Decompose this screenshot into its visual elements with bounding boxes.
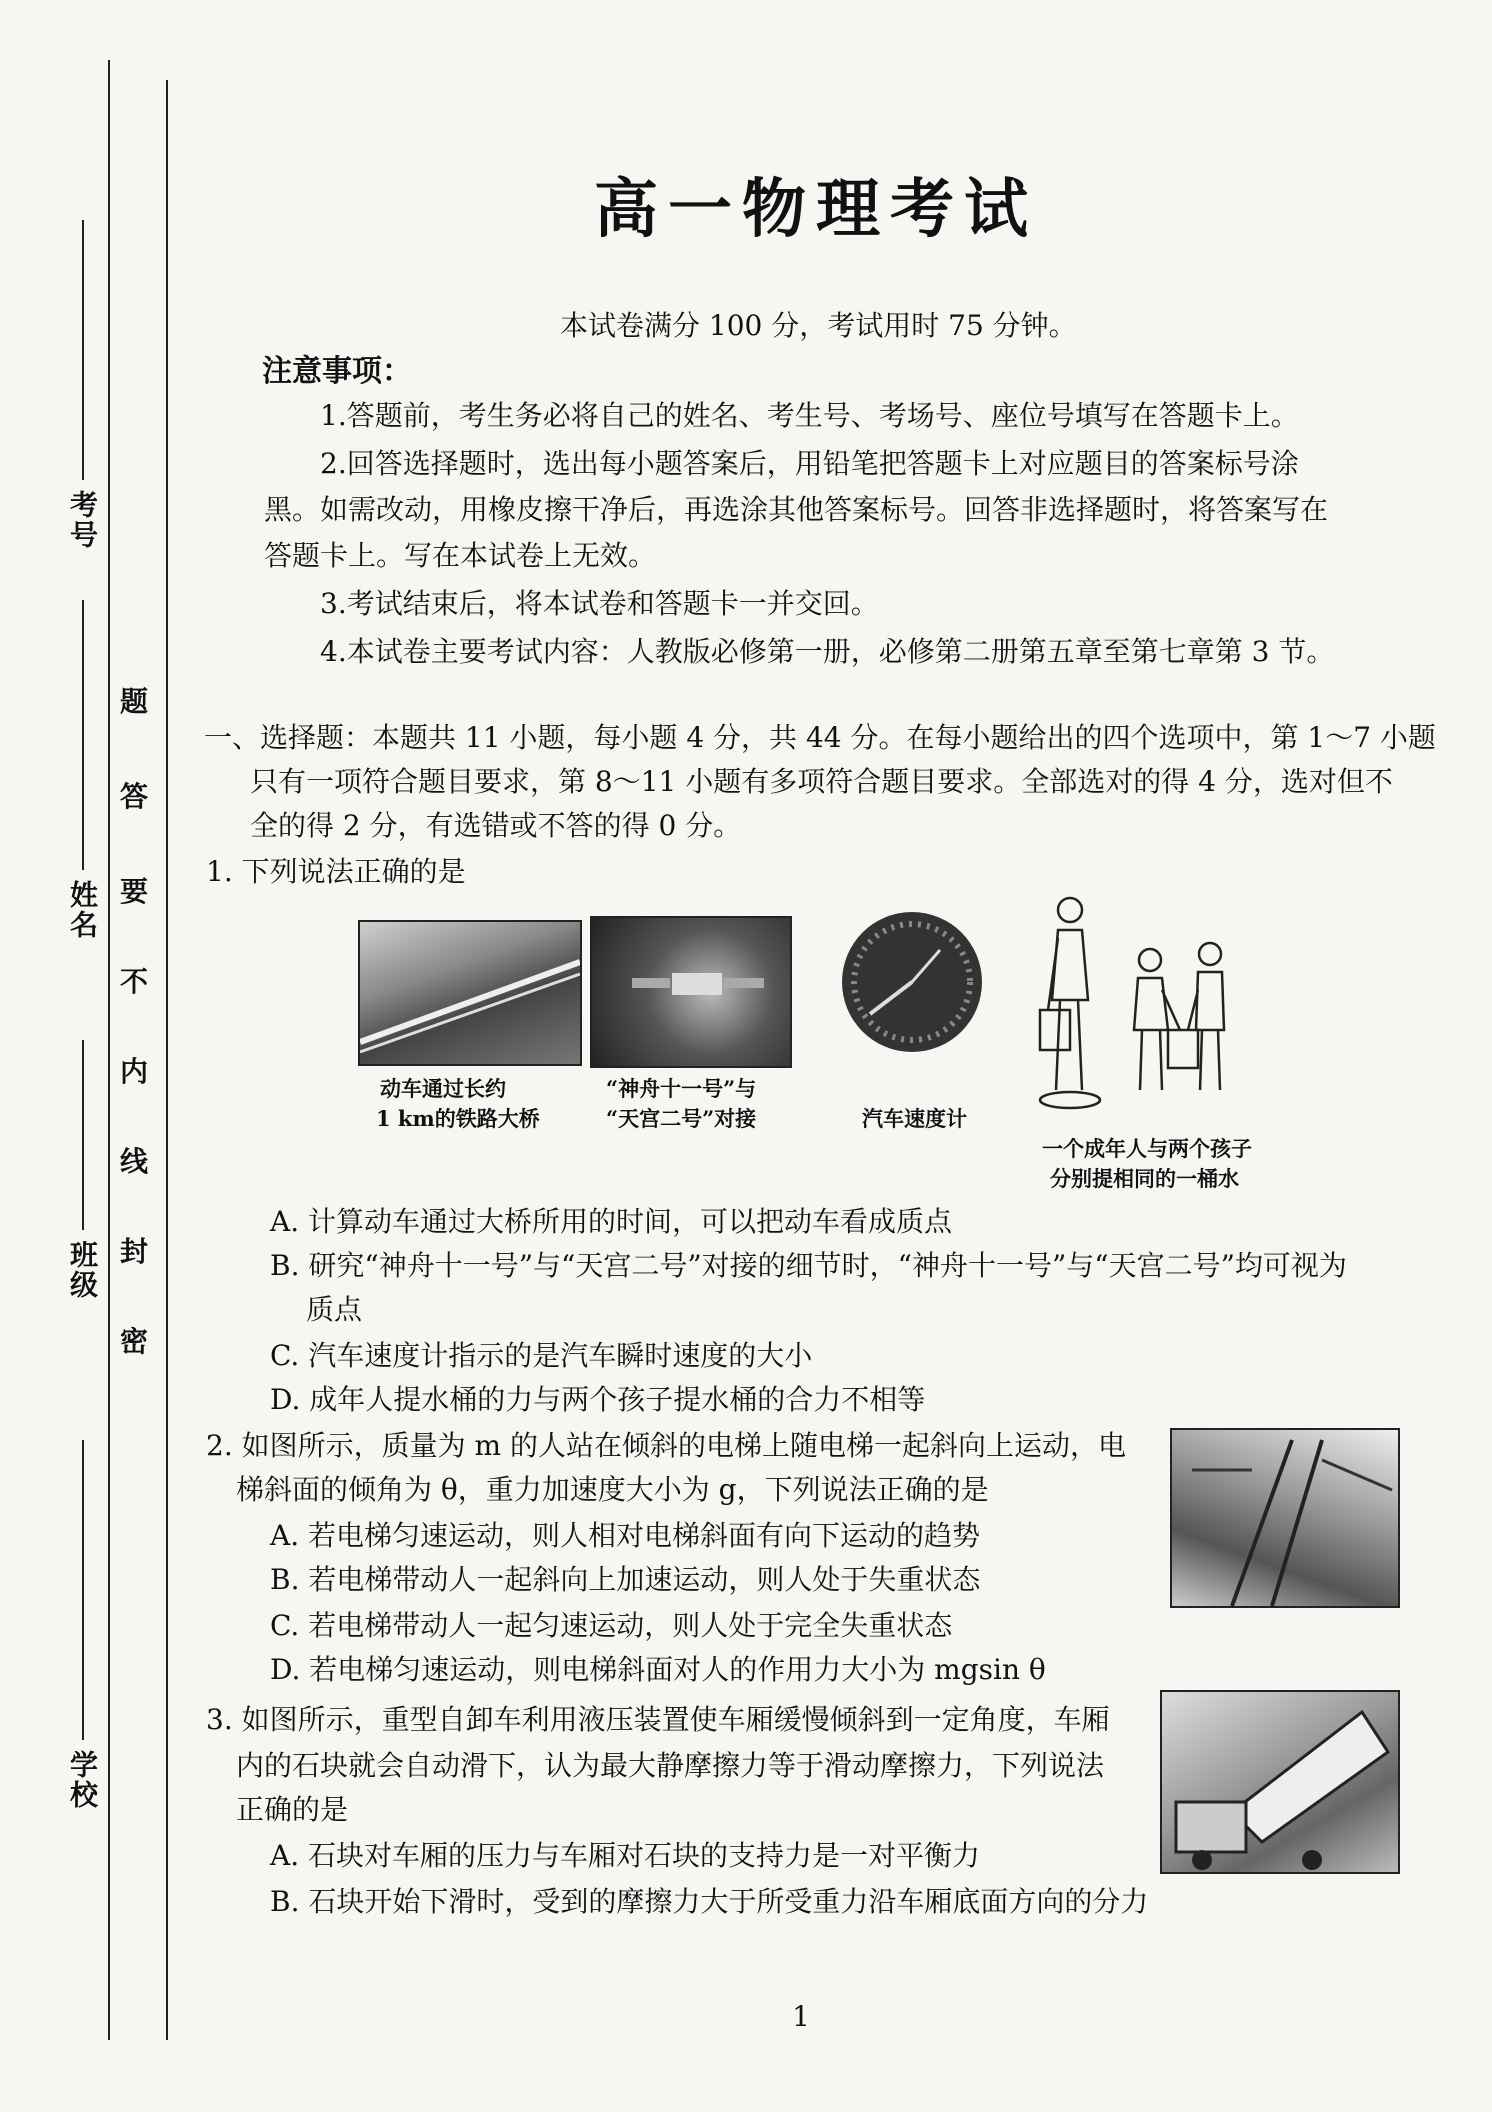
notes-heading: 注意事项： — [262, 354, 412, 389]
bullet-train-bridge-photo — [358, 920, 582, 1066]
q3-stem-cont: 正确的是 — [236, 1793, 349, 1826]
speedometer-image — [840, 910, 984, 1054]
label-xuexiao: 学校 — [66, 1750, 99, 1810]
note-line: 答题卡上。写在本试卷上无效。 — [264, 539, 657, 572]
q3-stem: 3. 如图所示，重型自卸车利用液压装置使车厢缓慢倾斜到一定角度，车厢 — [206, 1703, 1110, 1736]
q1-option-b: B. 研究“神舟十一号”与“天宫二号”对接的细节时，“神舟十一号”与“天宫二号”均可视为 — [270, 1249, 1347, 1282]
q2-option-d: D. 若电梯匀速运动，则电梯斜面对人的作用力大小为 mgsin θ — [270, 1653, 1046, 1686]
spacecraft-docking-photo — [590, 916, 792, 1068]
seal-char: 内 — [119, 1055, 148, 1088]
seal-char: 密 — [119, 1325, 148, 1358]
note-line: 3.考试结束后，将本试卷和答题卡一并交回。 — [320, 587, 879, 620]
caption-speedometer: 汽车速度计 — [862, 1106, 967, 1131]
speedometer-icon — [840, 910, 984, 1054]
blank-xuexiao — [82, 1440, 84, 1740]
q1-stem: 1. 下列说法正确的是 — [206, 855, 466, 888]
people-icon — [1030, 890, 1260, 1120]
q1-option-c: C. 汽车速度计指示的是汽车瞬时速度的大小 — [270, 1339, 813, 1372]
note-line: 黑。如需改动，用橡皮擦干净后，再选涂其他答案标号。回答非选择题时，将答案写在 — [264, 493, 1329, 526]
q3-option-b: B. 石块开始下滑时，受到的摩擦力大于所受重力沿车厢底面方向的分力 — [270, 1885, 1149, 1918]
q1-option-d: D. 成年人提水桶的力与两个孩子提水桶的合力不相等 — [270, 1383, 926, 1416]
bridge-icon — [360, 922, 580, 1064]
blank-banji — [82, 1040, 84, 1230]
escalator-photo — [1170, 1428, 1400, 1608]
caption-train-2: 1 km的铁路大桥 — [376, 1106, 540, 1131]
page-number: 1 — [792, 2000, 810, 2033]
caption-people-2: 分别提相同的一桶水 — [1050, 1166, 1239, 1191]
seal-char: 题 — [119, 685, 148, 718]
seal-char: 答 — [119, 780, 148, 813]
dump-truck-photo — [1160, 1690, 1400, 1874]
q1-option-b-cont: 质点 — [306, 1293, 363, 1326]
q3-option-a: A. 石块对车厢的压力与车厢对石块的支持力是一对平衡力 — [270, 1839, 981, 1872]
note-line: 4.本试卷主要考试内容：人教版必修第一册，必修第二册第五章至第七章第 3 节。 — [320, 635, 1335, 668]
label-xingming: 姓名 — [66, 880, 99, 940]
q2-option-c: C. 若电梯带动人一起匀速运动，则人处于完全失重状态 — [270, 1609, 953, 1642]
caption-docking-1: “神舟十一号”与 — [606, 1076, 757, 1101]
note-line: 2.回答选择题时，选出每小题答案后，用铅笔把答题卡上对应题目的答案标号涂 — [320, 447, 1299, 480]
section-instructions: 只有一项符合题目要求，第 8～11 小题有多项符合题目要求。全部选对的得 4 分，选对但不 — [250, 765, 1393, 798]
exam-subtitle: 本试卷满分 100 分，考试用时 75 分钟。 — [560, 309, 1077, 342]
section-instructions: 全的得 2 分，有选错或不答的得 0 分。 — [250, 809, 742, 842]
people-carrying-bucket-image — [1030, 890, 1260, 1120]
note-line: 1.答题前，考生务必将自己的姓名、考生号、考场号、座位号填写在答题卡上。 — [320, 399, 1299, 432]
seal-char: 要 — [119, 875, 148, 908]
caption-train-1: 动车通过长约 — [380, 1076, 506, 1101]
blank-kaohao — [82, 220, 84, 480]
label-banji: 班级 — [66, 1240, 99, 1300]
margin-line-outer — [108, 60, 110, 2040]
section-instructions: 一、选择题：本题共 11 小题，每小题 4 分，共 44 分。在每小题给出的四个选项中，第 1～7 小题 — [204, 721, 1436, 754]
seal-char: 不 — [119, 965, 148, 998]
seal-char: 封 — [119, 1235, 148, 1268]
q2-option-b: B. 若电梯带动人一起斜向上加速运动，则人处于失重状态 — [270, 1563, 981, 1596]
margin-line-inner — [166, 80, 168, 2040]
q2-stem: 2. 如图所示，质量为 m 的人站在倾斜的电梯上随电梯一起斜向上运动，电 — [206, 1429, 1126, 1462]
blank-xingming — [82, 600, 84, 870]
q2-option-a: A. 若电梯匀速运动，则人相对电梯斜面有向下运动的趋势 — [270, 1519, 981, 1552]
dump-truck-icon — [1162, 1692, 1398, 1872]
caption-docking-2: “天宫二号”对接 — [606, 1106, 757, 1131]
page-title: 高一物理考试 — [594, 172, 1038, 247]
spacecraft-icon — [592, 918, 790, 1066]
q2-stem-cont: 梯斜面的倾角为 θ，重力加速度大小为 g，下列说法正确的是 — [236, 1473, 989, 1506]
q3-stem-cont: 内的石块就会自动滑下，认为最大静摩擦力等于滑动摩擦力，下列说法 — [236, 1749, 1105, 1782]
seal-char: 线 — [119, 1145, 148, 1178]
label-kaohao: 考号 — [66, 490, 99, 550]
caption-people-1: 一个成年人与两个孩子 — [1042, 1136, 1252, 1161]
q1-option-a: A. 计算动车通过大桥所用的时间，可以把动车看成质点 — [270, 1205, 953, 1238]
escalator-icon — [1172, 1430, 1398, 1606]
